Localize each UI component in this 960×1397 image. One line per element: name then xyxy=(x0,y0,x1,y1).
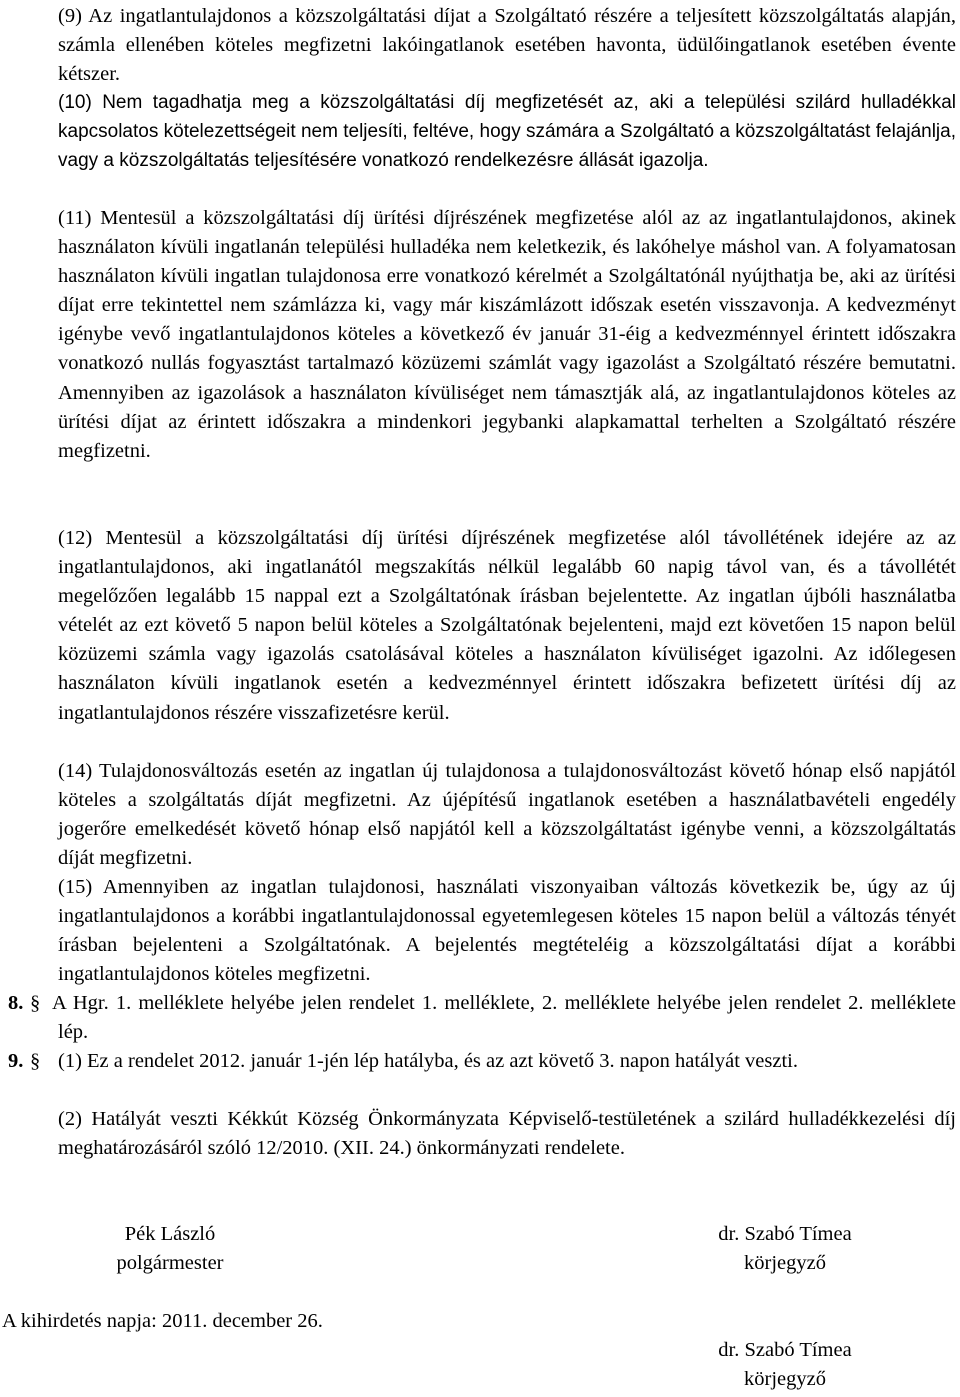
paragraph-15: (15) Amennyiben az ingatlan tulajdonosi, használati viszonyaiban változás következik be, úgy az új ingatlantulajdonos a korábbi ingatlantulajdonossal egyetemlegesen köteles 15 napon belül a változás tényét írásban bejelenteni a Szolgáltatónak. A bejelentés megtételéig a közszolgáltatási díjat a korábbi ingatlantulajdonos köteles megfizetni. xyxy=(58,876,956,986)
signer-title: polgármester xyxy=(116,1252,224,1274)
section-number: 9. xyxy=(8,1050,24,1072)
signer-title: körjegyző xyxy=(744,1368,826,1390)
section-9 xyxy=(0,1047,956,1107)
section-number: 8. xyxy=(8,992,24,1014)
signature-left xyxy=(85,1220,255,1278)
publication-notice: A kihirdetés napja: 2011. december 26. xyxy=(2,1310,323,1332)
paragraph-14: (14) Tulajdonosváltozás esetén az ingatlan új tulajdonosa a tulajdonosváltozást követő hónap első napjától köteles a szolgáltatás díját megfizetni. Az újépítésű ingatlanok esetében a használatbavételi engedély jogerőre emelkedését követő hónap első napjától kell a közszolgáltatást igénybe venni, a közszolgáltatás díját megfizetni. xyxy=(58,760,956,870)
paragraph-10: (10) Nem tagadhatja meg a közszolgáltatási díj megfizetését az, aki a települési szilárd hulladékkal kapcsolatos kötelezettségeit nem teljesíti, feltéve, hogy számára a Szolgáltató a közszolgáltatást felajánlja, vagy a közszolgáltatás teljesítésére vonatkozó rendelkezésre állását igazolja. xyxy=(58,92,956,172)
paragraph-11: (11) Mentesül a közszolgáltatási díj ürítési díjrészének megfizetése alól az az ingatlantulajdonos, akinek használaton kívüli ingatlanán települési hulladéka nem keletkezik, és lakóhelye máshol van. A folyamatosan használaton kívüli ingatlan tulajdonosa erre vonatkozó kérelmét a Szolgáltatónál nyújthatja be, aki az ürítési díjat erre tekintettel nem számlázza ki, vagy már kiszámlázott időszak esetén visszavonja. A kedvezményt igénybe vevő ingatlantulajdonos köteles a következő év január 31-éig a kedvezménnyel érintett időszakra vonatkozó nullás fogyasztást tartalmazó közüzemi számlát vagy igazolást a Szolgáltató részére bemutatni. Amennyiben az igazolások a használaton kívüliséget nem támasztják alá, az ingatlantulajdonos köteles az ürítési díjat az érintett időszakra a mindenkori jegybanki alapkamattal terhelten a Szolgáltató részére megfizetni. xyxy=(58,207,956,462)
paragraph-12: (12) Mentesül a közszolgáltatási díj ürítési díjrészének megfizetése alól távollétének idejére az az ingatlantulajdonos, aki ingatlanától megszakítás nélkül legalább 60 napig távol van, és a távollétét megelőzően legalább 15 nappal ezt a Szolgáltatónak írásban bejelentette. Az ingatlan újbóli használatba vételét az ezt követő 5 napon belül köteles a Szolgáltatónak bejelenteni, majd ezt követően 15 napon belül közüzemi számla vagy igazolás csatolásával köteles a használaton kívüliséget igazolni. Az időlegesen használaton kívüli ingatlanok esetén a kedvezménnyel érintett időszakra befizetett ürítési díj az ingatlantulajdonos részére visszafizetésre kerül. xyxy=(58,527,956,724)
signature-bottom xyxy=(692,1336,878,1394)
section-text: (1) Ez a rendelet 2012. január 1-jén lép hatályba, és az azt követő 3. napon hatályát veszti. xyxy=(58,1050,798,1072)
section-symbol: § xyxy=(30,1050,41,1072)
signer-title: körjegyző xyxy=(744,1252,826,1274)
section-8 xyxy=(0,989,956,1049)
section-text: A Hgr. 1. melléklete helyébe jelen rendelet 1. melléklete, 2. melléklete helyébe jelen rendelet 2. melléklete lép. xyxy=(52,992,956,1044)
section-9-paragraph-2: (2) Hatályát veszti Kékkút Község Önkormányzata Képviselő-testületének a szilárd hulladékkezelési díj meghatározásáról szóló 12/2010. (XII. 24.) önkormányzati rendelete. xyxy=(58,1108,956,1160)
paragraph-9: (9) Az ingatlantulajdonos a közszolgáltatási díjat a Szolgáltató részére a teljesített közszolgáltatás alapján, számla ellenében köteles megfizetni lakóingatlanok esetében havonta, üdülőingatlanok esetében évente kétszer. xyxy=(58,5,956,86)
signer-name: dr. Szabó Tímea xyxy=(718,1339,852,1361)
signer-name: dr. Szabó Tímea xyxy=(718,1223,852,1245)
signer-name: Pék László xyxy=(124,1223,216,1245)
section-symbol: § xyxy=(30,992,41,1014)
signature-right xyxy=(692,1220,878,1278)
